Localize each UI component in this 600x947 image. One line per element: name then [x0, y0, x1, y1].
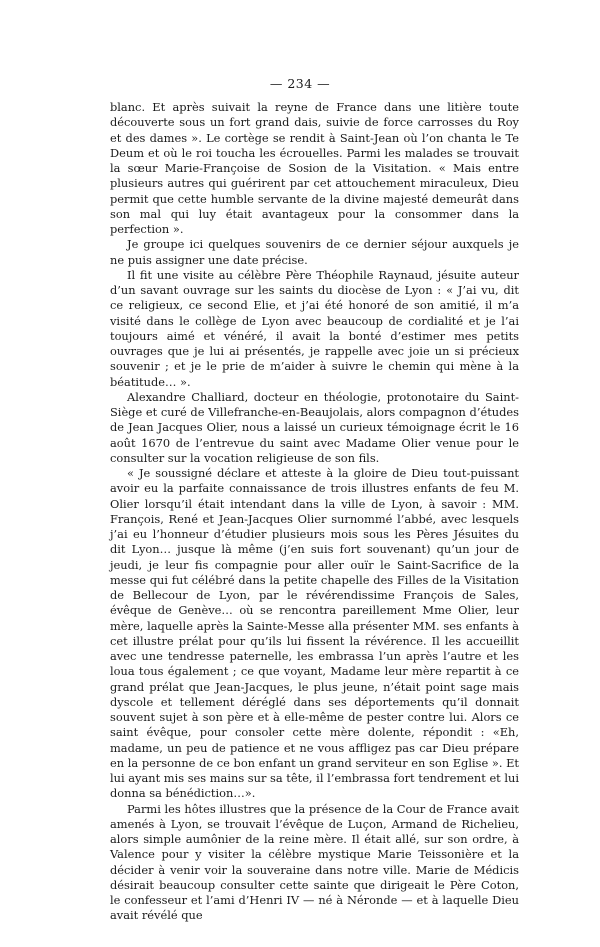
paragraph-5: « Je soussigné déclare et atteste à la gloire de Dieu tout-puissant avoir eu la parfaite connaissance de trois illustres enfants de feu M. Olier lorsqu’il était intendant dans la ville de Lyon, à savoir : MM. François, René et Jean-Jacques Olier surnommé l’abbé, avec lesquels j’ai eu l’honneur d’étudier plusieurs mois sous les Pères Jésuites du dit Lyon… jusque là même (j’en suis fort souvenant) qu’un jour de jeudi, je leur fis compagnie pour aller ouïr le Saint-Sacrifice de la messe qui fut célébré dans la petite chapelle des Filles de la Visitation de Bellecour de Lyon, par le révérendissime François de Sales, évêque de Genève… où se rencontra pareillement Mme Olier, leur mère, laquelle après la Sainte-Messe alla présenter MM. ses enfants à cet illustre prélat pour qu’ils lui fissent la révérence. Il les accueillit avec une tendresse paternelle, les embrassa l’un après l’autre et les loua tous également ; ce que voyant, Madame leur mère repartit à ce grand prélat que Jean-Jacques, le plus jeune, n’était point sage mais dyscole et tellement déréglé dans ses déportements qu’il donnait souvent sujet à son père et à elle-même de pester contre lui. Alors ce saint évêque, pour consoler cette mère dolente, répondit : «Eh, madame, un peu de patience et ne vous affligez pas car Dieu prépare en la personne de ce bon enfant un grand serviteur en son Eglise ». Et lui ayant mis ses mains sur sa tête, il l’embrassa fort tendrement et lui donna sa bénédiction…».	[110, 466, 520, 801]
paragraph-2: Je groupe ici quelques souvenirs de ce dernier séjour auxquels je ne puis assigner une date précise.	[110, 237, 519, 267]
paragraph-3: Il fit une visite au célèbre Père Théophile Raynaud, jésuite auteur d’un savant ouvrage sur les saints du diocèse de Lyon : « J’ai vu, dit ce religieux, ce second Elie, et j’ai été honoré de son amitié, il m’a visité dans le collège de Lyon avec beaucoup de cordialité et je l’ai toujours aimé et vénéré, il avait la bonté d’estimer mes petits ouvrages que je lui ai présentés, je rappelle avec joie un si précieux souvenir ; et je le prie de m’aider à suivre le chemin qui mène à la béatitude… ».	[110, 267, 519, 389]
body-text	[110, 100, 519, 924]
paragraph-1: blanc. Et après suivait la reyne de France dans une litière toute découverte sous un fort grand dais, suivie de force carrosses du Roy et des dames ». Le cortège se rendit à Saint-Jean où l’on chanta le Te Deum et où le roi toucha les écrouelles. Parmi les malades se trouvait la sœur Marie-Françoise de Sosion de la Visitation. « Mais entre plusieurs autres qui guérirent par cet attouchement miraculeux, Dieu permit que cette humble servante de la divine majesté demeurât dans son mal qui luy était avantageux pour la consommer dans la perfection ».	[110, 100, 519, 236]
page-number: — 234 —	[269, 76, 331, 91]
paragraph-4: Alexandre Challiard, docteur en théologie, protonotaire du Saint-Siège et curé de Villefranche-en-Beaujolais, alors compagnon d’études de Jean Jacques Olier, nous a laissé un curieux témoignage écrit le 16 août 1670 de l’entrevue du saint avec Madame Olier venue pour le consulter sur la vocation religieuse de son fils.	[110, 389, 519, 465]
paragraph-6: Parmi les hôtes illustres que la présence de la Cour de France avait amenés à Lyon, se trouvait l’évêque de Luçon, Armand de Richelieu, alors simple aumônier de la reine mère. Il était allé, sur son ordre, à Valence pour y visiter la célèbre mystique Marie Teissonière et la décider à venir voir la souveraine dans notre ville. Marie de Médicis désirait beaucoup consulter cette sainte que dirigeait le Père Coton, le confesseur et l’ami d’Henri IV — né à Néronde — et à laquelle Dieu avait révélé que	[110, 801, 519, 923]
